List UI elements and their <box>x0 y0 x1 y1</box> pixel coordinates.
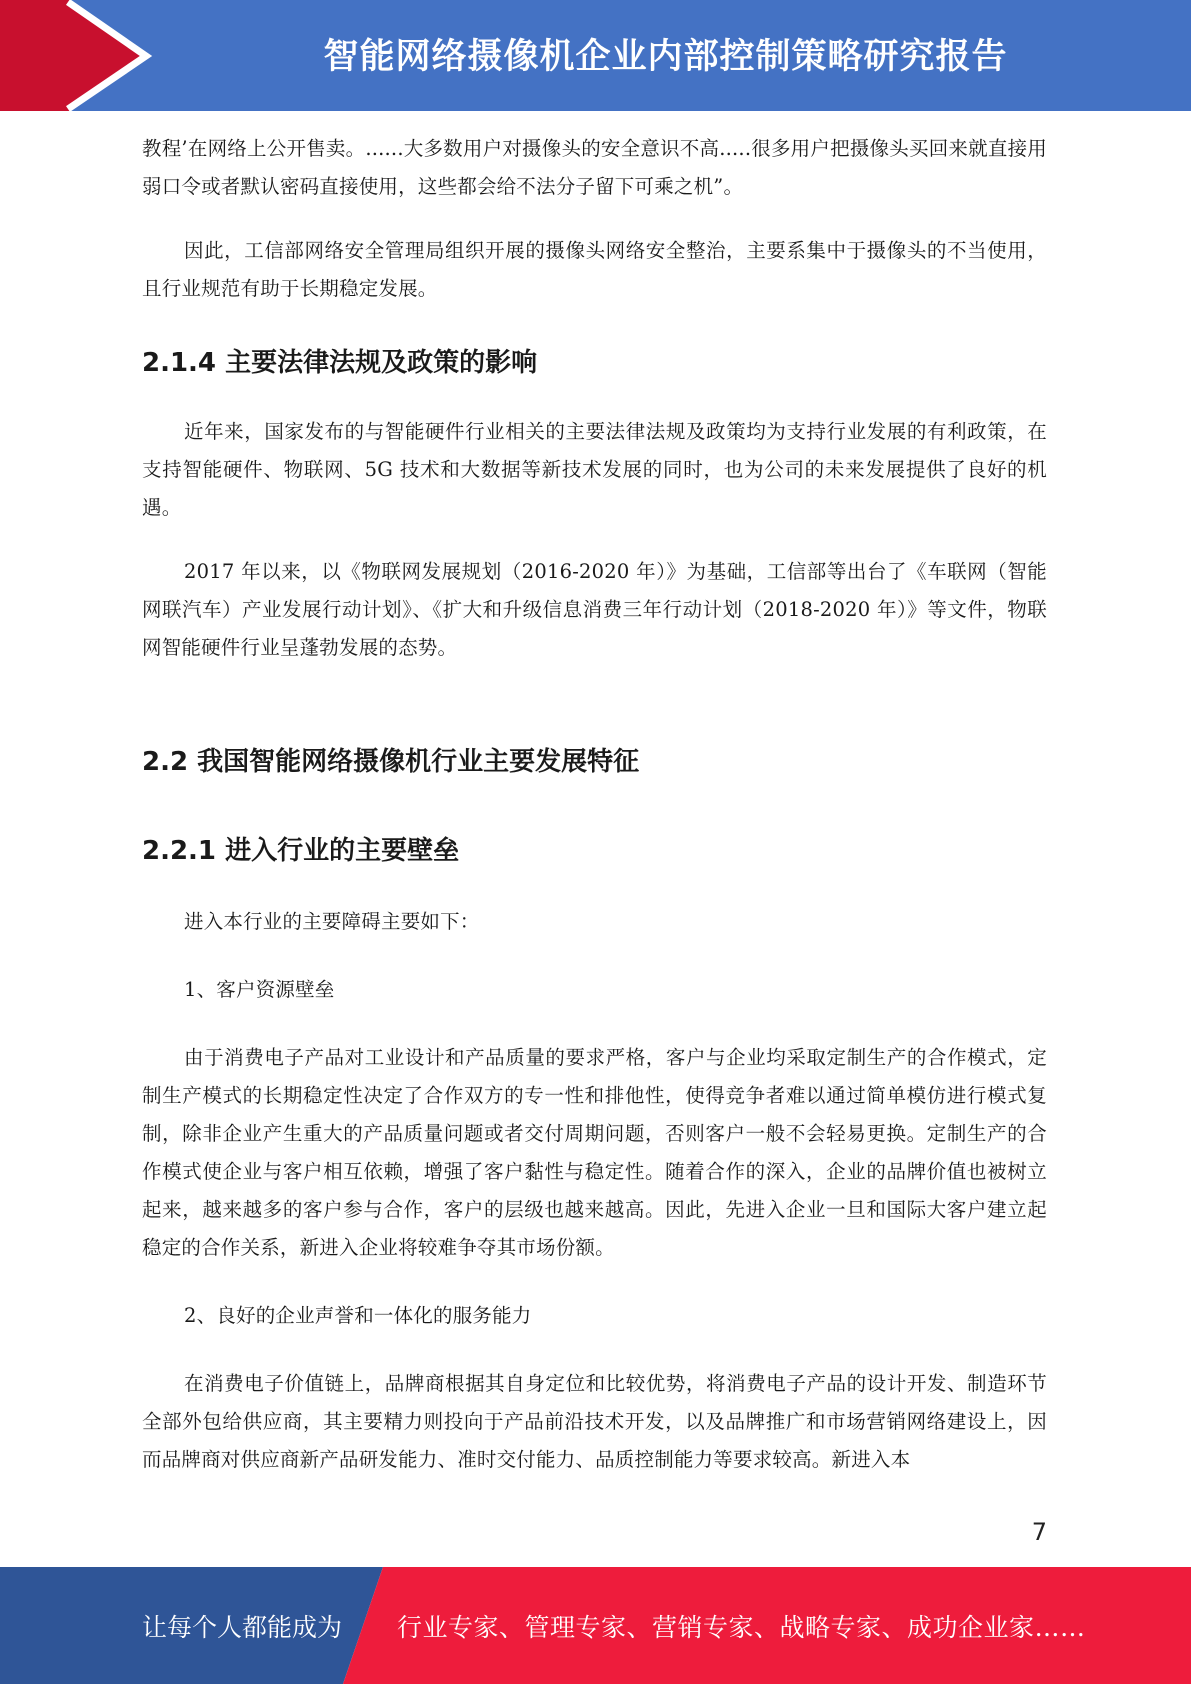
paragraph-7: 由于消费电子产品对工业设计和产品质量的要求严格，客户与企业均采取定制生产的合作模式，定制生产模式的长期稳定性决定了合作双方的专一性和排他性，使得竞争者难以通过简单模仿进行模式复制，除非企业产生重大的产品质量问题或者交付周期问题，否则客户一般不会轻易更换。定制生产的合作模式使企业与客户相互依赖，增强了客户黏性与稳定性。随着合作的深入，企业的品牌价值也被树立起来，越来越多的客户参与合作，客户的层级也越来越高。因此，先进入企业一旦和国际大客户建立起稳定的合作关系，新进入企业将较难争夺其市场份额。 <box>142 1046 1047 1259</box>
paragraph-1: 教程’在网络上公开售卖。......大多数用户对摄像头的安全意识不高.....很多用户把摄像头买回来就直接用弱口令或者默认密码直接使用，这些都会给不法分子留下可乘之机”。 <box>142 137 1047 198</box>
heading-2-2: 2.2 我国智能网络摄像机行业主要发展特征 <box>142 747 640 777</box>
heading-2-2-1: 2.2.1 进入行业的主要壁垒 <box>142 836 460 866</box>
paragraph-3: 近年来，国家发布的与智能硬件行业相关的主要法律法规及政策均为支持行业发展的有利政策，在支持智能硬件、物联网、5G 技术和大数据等新技术发展的同时，也为公司的未来发展提供了良好的机遇。 <box>142 420 1047 519</box>
header-chevron-decoration <box>0 0 160 111</box>
list-item-2-heading: 2、良好的企业声誉和一体化的服务能力 <box>184 1304 532 1327</box>
page-header <box>0 0 1191 111</box>
paragraph-9: 在消费电子价值链上，品牌商根据其自身定位和比较优势，将消费电子产品的设计开发、制造环节全部外包给供应商，其主要精力则投向于产品前沿技术开发，以及品牌推广和市场营销网络建设上，因而品牌商对供应商新产品研发能力、准时交付能力、品质控制能力等要求较高。新进入本 <box>142 1372 1047 1471</box>
footer-slogan-left: 让每个人都能成为 <box>142 1612 343 1642</box>
report-title: 智能网络摄像机企业内部控制策略研究报告 <box>323 37 1008 77</box>
paragraph-5: 进入本行业的主要障碍主要如下： <box>184 910 480 933</box>
page-footer <box>0 1567 1191 1684</box>
list-item-1-heading: 1、客户资源壁垒 <box>184 978 335 1001</box>
page-number: 7 <box>1031 1518 1047 1546</box>
heading-2-1-4: 2.1.4 主要法律法规及政策的影响 <box>142 348 538 378</box>
paragraph-4: 2017 年以来，以《物联网发展规划（2016-2020 年）》为基础，工信部等出台了《车联网（智能网联汽车）产业发展行动计划》、《扩大和升级信息消费三年行动计划（2018-2020 年）》等文件，物联网智能硬件行业呈蓬勃发展的态势。 <box>142 560 1047 659</box>
footer-slogan-right: 行业专家、管理专家、营销专家、战略专家、成功企业家…… <box>397 1612 1086 1642</box>
paragraph-2: 因此，工信部网络安全管理局组织开展的摄像头网络安全整治，主要系集中于摄像头的不当使用，且行业规范有助于长期稳定发展。 <box>142 239 1047 300</box>
page-content <box>142 130 1047 1479</box>
